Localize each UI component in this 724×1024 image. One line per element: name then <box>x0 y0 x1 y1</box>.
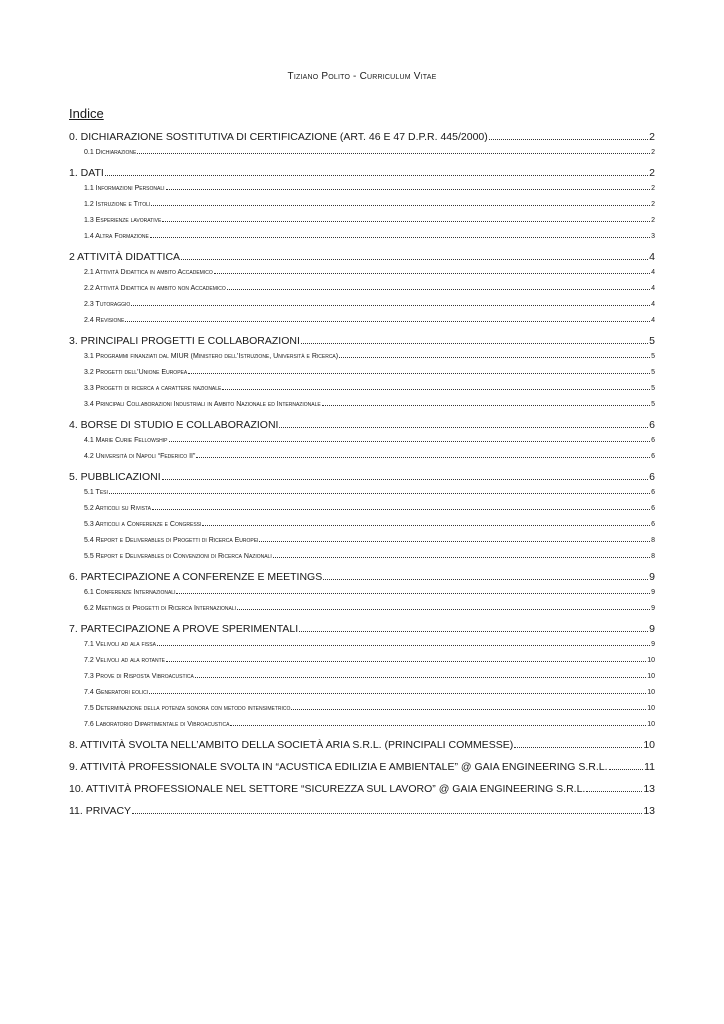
toc-leader-dots <box>162 479 649 480</box>
toc-subentry[interactable] <box>69 521 655 528</box>
toc-subentry[interactable] <box>69 589 655 596</box>
toc-leader-dots <box>279 427 648 428</box>
toc-page-number: 5 <box>649 335 655 347</box>
toc-leader-dots <box>230 725 646 726</box>
toc-subentry[interactable] <box>69 437 655 444</box>
toc-page-number: 2 <box>651 217 655 224</box>
toc-entry-text: 5.1 Tesi <box>84 489 108 496</box>
toc-subentry[interactable] <box>69 317 655 324</box>
toc-entry-text: 7.5 Determinazione della potenza sonora con metodo intensimetrico <box>84 705 291 712</box>
toc-page-number: 9 <box>649 571 655 583</box>
toc-leader-dots <box>105 175 648 176</box>
toc-entry[interactable] <box>69 471 655 483</box>
toc-entry-text: 0. DICHIARAZIONE SOSTITUTIVA DI CERTIFICAZIONE (ART. 46 E 47 D.P.R. 445/2000) <box>69 131 488 143</box>
toc-subentry[interactable] <box>69 721 655 728</box>
toc-entry-text: 6.2 Meetings di Progetti di Ricerca Internazionali <box>84 605 236 612</box>
toc-leader-dots <box>196 457 650 458</box>
toc-leader-dots <box>132 813 642 814</box>
toc-entry[interactable] <box>69 419 655 431</box>
toc-page-number: 13 <box>643 783 655 795</box>
toc-page-number: 6 <box>651 453 655 460</box>
toc-page-number: 2 <box>651 201 655 208</box>
toc-entry-text: 3.4 Principali Collaborazioni Industriali in Ambito Nazionale ed Internazionale <box>84 401 321 408</box>
toc-entry-text: 7.1 Velivoli ad ala fissa <box>84 641 156 648</box>
toc-subentry[interactable] <box>69 149 655 156</box>
toc-entry[interactable] <box>69 739 655 751</box>
toc-entry-text: 7. PARTECIPAZIONE A PROVE SPERIMENTALI <box>69 623 299 635</box>
toc-page-number: 4 <box>649 251 655 263</box>
toc-entry-text: 11. PRIVACY <box>69 805 132 817</box>
toc-leader-dots <box>109 493 650 494</box>
toc-subentry[interactable] <box>69 657 655 664</box>
toc-entry-text: 2.2 Attività Didattica in ambito non Accademico <box>84 285 226 292</box>
toc-subentry[interactable] <box>69 353 655 360</box>
toc-entry-text: 4.2 Università di Napoli “Federico II” <box>84 453 196 460</box>
toc-entry-text: 1.3 Esperienze lavorative <box>84 217 162 224</box>
toc-subentry[interactable] <box>69 453 655 460</box>
toc-page-number: 5 <box>651 353 655 360</box>
toc-entry-text: 2.1 Attività Didattica in ambito Accademico <box>84 269 213 276</box>
toc-entry[interactable] <box>69 251 655 263</box>
toc-entry-text: 10. ATTIVITÀ PROFESSIONALE NEL SETTORE “SICUREZZA SUL LAVORO” @ GAIA ENGINEERING S.R.L. <box>69 783 586 795</box>
toc-entry-text: 7.3 Prove di Risposta Vibroacustica <box>84 673 194 680</box>
toc-subentry[interactable] <box>69 689 655 696</box>
toc-subentry[interactable] <box>69 641 655 648</box>
toc-leader-dots <box>609 769 644 770</box>
toc-entry-text: 3.1 Programmi finanziati dal MIUR (Ministero dell’Istruzione, Università e Ricerca) <box>84 353 339 360</box>
toc-leader-dots <box>166 661 646 662</box>
toc-page-number: 2 <box>649 167 655 179</box>
toc-entry-text: 5. PUBBLICAZIONI <box>69 471 161 483</box>
toc-entry-text: 1.4 Altra Formazione <box>84 233 149 240</box>
toc-leader-dots <box>291 709 646 710</box>
toc-page-number: 10 <box>647 673 655 680</box>
toc-entry-text: 6.1 Conferenze Internazionali <box>84 589 176 596</box>
toc-entry-text: 6. PARTECIPAZIONE A CONFERENZE E MEETINGS <box>69 571 323 583</box>
toc-subentry[interactable] <box>69 553 655 560</box>
toc-subentry[interactable] <box>69 537 655 544</box>
toc-leader-dots <box>514 747 642 748</box>
toc-page-number: 3 <box>651 233 655 240</box>
toc-entry-text: 5.4 Report e Deliverables di Progetti di Ricerca Europei <box>84 537 259 544</box>
toc-leader-dots <box>169 441 651 442</box>
toc-subentry[interactable] <box>69 233 655 240</box>
toc-leader-dots <box>152 509 650 510</box>
toc-leader-dots <box>195 677 646 678</box>
toc-subentry[interactable] <box>69 605 655 612</box>
toc-entry-text: 3.3 Progetti di ricerca a carattere nazionale <box>84 385 222 392</box>
toc-entry-text: 7.6 Laboratorio Dipartimentale di Vibroacustica <box>84 721 230 728</box>
toc-page-number: 5 <box>651 369 655 376</box>
toc-page-number: 4 <box>651 269 655 276</box>
toc-leader-dots <box>188 373 650 374</box>
toc-entry-text: 2 ATTIVITÀ DIDATTICA <box>69 251 181 263</box>
toc-subentry[interactable] <box>69 201 655 208</box>
toc-page-number: 9 <box>649 623 655 635</box>
toc-leader-dots <box>299 631 648 632</box>
toc-leader-dots <box>222 389 650 390</box>
toc-page-number: 11 <box>644 761 655 773</box>
toc-entry-text: 8. ATTIVITÀ SVOLTA NELL’AMBITO DELLA SOCIETÀ ARIA S.R.L. (PRINCIPALI COMMESSE) <box>69 739 514 751</box>
toc-leader-dots <box>149 693 646 694</box>
toc-leader-dots <box>273 557 650 558</box>
toc-page-number: 10 <box>647 705 655 712</box>
toc-leader-dots <box>322 405 650 406</box>
toc-entry-text: 5.3 Articoli a Conferenze e Congressi <box>84 521 202 528</box>
toc-entry-text: 4. BORSE DI STUDIO E COLLABORAZIONI <box>69 419 279 431</box>
toc-page-number: 2 <box>649 131 655 143</box>
toc-entry-text: 7.4 Generatori eolici <box>84 689 149 696</box>
toc-leader-dots <box>166 189 651 190</box>
toc-page-number: 9 <box>651 589 655 596</box>
toc-page-number: 9 <box>651 641 655 648</box>
toc-page-number: 6 <box>649 471 655 483</box>
toc-leader-dots <box>157 645 650 646</box>
toc-leader-dots <box>151 205 650 206</box>
toc-page-number: 6 <box>651 505 655 512</box>
toc-leader-dots <box>259 541 650 542</box>
toc-subentry[interactable] <box>69 385 655 392</box>
toc-leader-dots <box>227 289 650 290</box>
toc-leader-dots <box>489 139 648 140</box>
toc-subentry[interactable] <box>69 369 655 376</box>
toc-entry[interactable] <box>69 761 655 773</box>
toc-page-number: 5 <box>651 385 655 392</box>
toc-subentry[interactable] <box>69 489 655 496</box>
toc-page-number: 13 <box>643 805 655 817</box>
toc-entry[interactable] <box>69 783 655 795</box>
toc-page-number: 8 <box>651 553 655 560</box>
toc-entry-text: 3. PRINCIPALI PROGETTI E COLLABORAZIONI <box>69 335 300 347</box>
toc-page-number: 9 <box>651 605 655 612</box>
toc-leader-dots <box>214 273 650 274</box>
toc-leader-dots <box>237 609 650 610</box>
toc-subentry[interactable] <box>69 269 655 276</box>
toc-subentry[interactable] <box>69 185 655 192</box>
toc-leader-dots <box>323 579 648 580</box>
toc-leader-dots <box>181 259 648 260</box>
toc-leader-dots <box>125 321 650 322</box>
toc-page-number: 6 <box>651 521 655 528</box>
toc-page-number: 6 <box>649 419 655 431</box>
toc-entry-text: 4.1 Marie Curie Fellowship <box>84 437 168 444</box>
toc-page-number: 10 <box>643 739 655 751</box>
toc-entry[interactable] <box>69 131 655 143</box>
index-heading[interactable]: Indice <box>69 106 104 121</box>
toc-entry-text: 2.3 Tutoraggio <box>84 301 131 308</box>
toc-entry-text: 5.2 Articoli su Rivista <box>84 505 151 512</box>
toc-leader-dots <box>176 593 650 594</box>
toc-leader-dots <box>586 791 642 792</box>
toc-entry-text: 2.4 Revisione <box>84 317 125 324</box>
toc-page-number: 10 <box>647 657 655 664</box>
toc-subentry[interactable] <box>69 401 655 408</box>
toc-page-number: 5 <box>651 401 655 408</box>
toc-entry[interactable] <box>69 335 655 347</box>
toc-subentry[interactable] <box>69 217 655 224</box>
toc-entry-text: 1. DATI <box>69 167 104 179</box>
toc-entry-text: 0.1 Dichiarazione <box>84 149 137 156</box>
toc-subentry[interactable] <box>69 285 655 292</box>
toc-entry[interactable] <box>69 571 655 583</box>
toc-entry-text: 9. ATTIVITÀ PROFESSIONALE SVOLTA IN “ACUSTICA EDILIZIA E AMBIENTALE” @ GAIA ENGINEERING S.R.L. <box>69 761 608 773</box>
toc-leader-dots <box>202 525 650 526</box>
toc-page-number: 4 <box>651 301 655 308</box>
toc-entry[interactable] <box>69 167 655 179</box>
toc-subentry[interactable] <box>69 505 655 512</box>
toc-leader-dots <box>301 343 648 344</box>
toc-leader-dots <box>131 305 650 306</box>
toc-leader-dots <box>150 237 650 238</box>
toc-page-number: 6 <box>651 437 655 444</box>
document-title: Tiziano Polito - Curriculum Vitae <box>287 71 437 82</box>
toc-entry-text: 3.2 Progetti dell’Unione Europea <box>84 369 188 376</box>
toc-entry[interactable] <box>69 623 655 635</box>
toc-entry[interactable] <box>69 805 655 817</box>
toc-subentry[interactable] <box>69 301 655 308</box>
toc-subentry[interactable] <box>69 673 655 680</box>
toc-subentry[interactable] <box>69 705 655 712</box>
toc-page-number: 10 <box>647 721 655 728</box>
toc-entry-text: 7.2 Velivoli ad ala rotante <box>84 657 165 664</box>
toc-page-number: 2 <box>651 149 655 156</box>
toc-page-number: 8 <box>651 537 655 544</box>
toc-page-number: 2 <box>651 185 655 192</box>
toc-entry-text: 5.5 Report e Deliverables di Convenzioni di Ricerca Nazionali <box>84 553 272 560</box>
toc-page-number: 4 <box>651 285 655 292</box>
toc-leader-dots <box>339 357 650 358</box>
toc-entry-text: 1.1 Informazioni Personali <box>84 185 165 192</box>
toc-leader-dots <box>162 221 650 222</box>
toc-page-number: 4 <box>651 317 655 324</box>
toc-page-number: 6 <box>651 489 655 496</box>
toc-leader-dots <box>137 153 650 154</box>
toc-entry-text: 1.2 Istruzione e Titoli <box>84 201 151 208</box>
toc-page-number: 10 <box>647 689 655 696</box>
